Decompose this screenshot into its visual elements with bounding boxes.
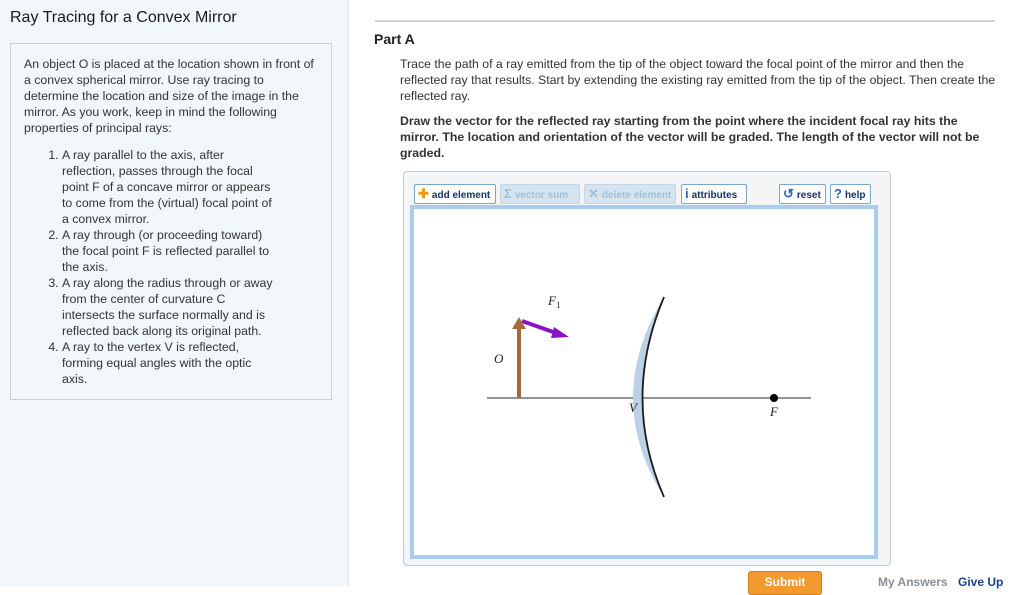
part-label: Part A xyxy=(374,31,415,47)
attributes-label: attributes xyxy=(691,190,738,201)
vector-label: $F_1$ xyxy=(548,293,561,310)
divider xyxy=(375,20,995,22)
focal-point-dot xyxy=(770,394,778,402)
page-title: Ray Tracing for a Convex Mirror xyxy=(10,9,237,26)
part-bold-instructions: Draw the vector for the reflected ray starting from the point where the incident focal ray hits the mirror. The location and orientation of the vector will be graded. The length of the vector will not be graded. xyxy=(400,114,980,160)
intro-paragraph xyxy=(24,56,319,136)
vector-sum-button[interactable] xyxy=(500,184,580,204)
help-icon: ? xyxy=(834,186,842,201)
my-answers-link[interactable]: My Answers xyxy=(878,575,948,589)
delete-element-label: delete element xyxy=(601,190,672,201)
add-element-button[interactable] xyxy=(414,184,496,204)
delete-x-icon: ✕ xyxy=(588,186,599,201)
question-pane xyxy=(348,0,1020,589)
submit-button[interactable]: Submit xyxy=(748,571,822,595)
object-label: O xyxy=(494,351,504,366)
delete-element-button[interactable] xyxy=(584,184,676,204)
principal-ray-item: 4. A ray to the vertex V is reflected, forming equal angles with the optic axis. xyxy=(62,339,280,387)
vector-sum-label: vector sum xyxy=(514,190,569,201)
focal-label: F xyxy=(770,404,778,419)
intro-box xyxy=(10,43,332,400)
attributes-button[interactable] xyxy=(681,184,747,204)
convex-mirror xyxy=(633,297,664,497)
problem-intro-pane xyxy=(0,0,349,586)
add-element-label: add element xyxy=(431,190,491,201)
mirror-surface xyxy=(643,297,665,497)
sigma-icon: Σ xyxy=(504,186,512,201)
principal-ray-item: 2. A ray through (or proceeding toward) the focal point F is reflected parallel to the axis. xyxy=(62,227,280,275)
reset-icon: ↺ xyxy=(783,186,794,201)
principal-ray-item: 1. A ray parallel to the axis, after reflection, passes through the focal point F of a concave mirror or appears to come from the (virtual) focal point of a convex mirror. xyxy=(62,147,280,227)
vertex-label: V xyxy=(629,400,637,415)
part-instructions: Trace the path of a ray emitted from the tip of the object toward the focal point of the mirror and then the reflected ray that results. Start by extending the existing ray emitted from the tip of the object. Then create the reflected ray. xyxy=(400,57,996,103)
help-button[interactable] xyxy=(830,184,871,204)
principal-ray-item: 3. A ray along the radius through or away from the center of curvature C intersects the surface normally and is reflected back along its original path. xyxy=(62,275,280,339)
ray-vector-arrowhead xyxy=(551,327,569,338)
ray-vector[interactable] xyxy=(522,321,556,333)
reset-button[interactable] xyxy=(779,184,826,204)
give-up-link[interactable]: Give Up xyxy=(958,575,1004,589)
info-icon: i xyxy=(685,186,689,201)
plus-icon: ✚ xyxy=(418,186,429,201)
ray-diagram xyxy=(414,209,874,555)
intro-text: An object O is placed at the location shown in front of a convex spherical mirror. Use ray tracing to determine the location and size of the image in the mirror. As you work, keep in mind the following properties of principal rays: xyxy=(24,57,314,135)
help-label: help xyxy=(844,190,866,201)
drawing-canvas[interactable] xyxy=(410,205,878,559)
principal-rays-list xyxy=(24,147,280,387)
reset-label: reset xyxy=(796,190,821,201)
